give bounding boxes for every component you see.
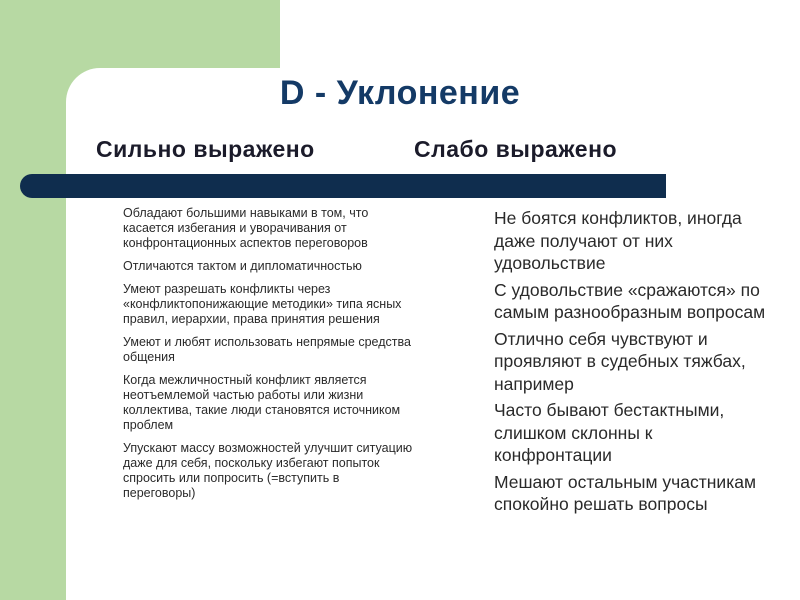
list-item-text: Отлично себя чувствуют и проявляют в судебных тяжбах, например (494, 328, 746, 394)
left-column-header: Сильно выражено (96, 136, 315, 162)
list-item-text: Умеют разрешать конфликты через «конфликтопонижающие методики» типа ясных правил, иерархии, права принятия решения (123, 282, 402, 326)
list-item (466, 279, 766, 324)
list-item (96, 373, 414, 433)
list-item (96, 259, 414, 274)
list-item-text: Не боятся конфликтов, иногда даже получают от них удовольствие (494, 208, 742, 273)
list-item-text: Отличаются тактом и дипломатичностью (123, 259, 362, 273)
list-item (466, 207, 766, 275)
list-item (96, 206, 414, 251)
slide-title: D - Уклонение (279, 74, 521, 112)
left-bullet-list (96, 206, 414, 509)
list-item-text: Упускают массу возможностей улучшит ситуацию даже для себя, поскольку избегают попыток спросить или попросить (=вступить в переговоры) (123, 441, 413, 500)
list-item (96, 441, 414, 501)
list-item (96, 282, 414, 327)
list-item (466, 328, 766, 396)
list-item (466, 471, 766, 516)
list-item-text: Обладают большими навыками в том, что касается избегания и уворачивания от конфронтационных аспектов переговоров (123, 206, 369, 250)
list-item-text: Часто бывают бестактными, слишком склонны к конфронтации (494, 400, 725, 465)
list-item-text: С удовольствие «сражаются» по самым разнообразным вопросам (494, 279, 766, 322)
right-bullet-list (466, 207, 766, 520)
list-item-text: Умеют и любят использовать непрямые средства общения (123, 335, 411, 364)
list-item (96, 335, 414, 365)
right-column-header: Слабо выражено (414, 136, 618, 162)
list-item-text: Мешают остальным участникам спокойно решать вопросы (494, 471, 757, 514)
list-item (466, 399, 766, 467)
header-divider-bar (20, 174, 666, 198)
list-item-text: Когда межличностный конфликт является неотъемлемой частью работы или жизни коллектива, такие люди становятся источником проблем (123, 373, 401, 432)
